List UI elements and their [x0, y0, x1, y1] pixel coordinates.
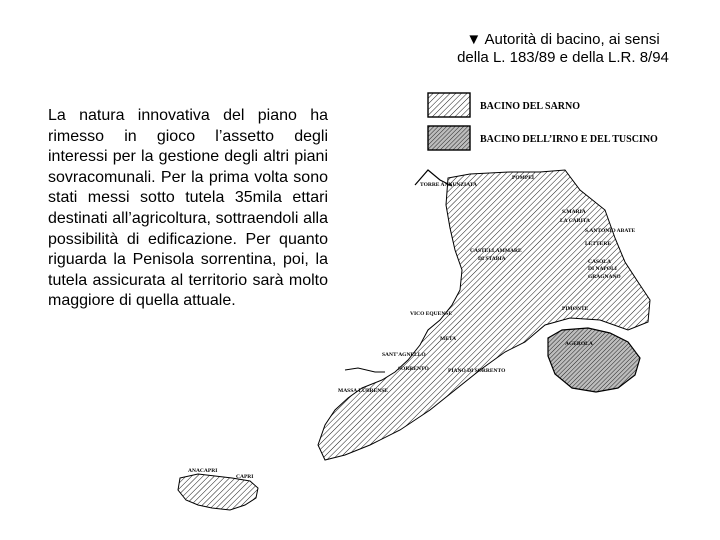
caption-line-2: della L. 183/89 e della L.R. 8/94 — [457, 49, 669, 66]
coastline-sorrento — [345, 368, 385, 372]
label-sant-agnello: SANT'AGNELLO — [382, 352, 426, 358]
label-meta: META — [440, 336, 457, 342]
irno-tuscino-basin-area — [548, 328, 640, 392]
label-anacapri: ANACAPRI — [188, 468, 218, 474]
legend-swatch-irno — [428, 126, 470, 150]
label-lettere: LETTERE — [585, 241, 611, 247]
label-massa-lubrense: MASSA LUBRENSE — [338, 388, 388, 394]
label-sorrento: SORRENTO — [398, 366, 429, 372]
caption-title: Autorità di bacino, ai sensi — [484, 31, 660, 48]
label-torre-annunziata: TORRE ANNUNZIATA — [420, 182, 477, 188]
label-agerola: AGEROLA — [565, 341, 593, 347]
sarno-basin-area — [318, 170, 650, 460]
label-vico-equense: VICO EQUENSE — [410, 311, 453, 317]
map-legend — [428, 93, 658, 150]
label-di-napoli: DI NAPOLI — [588, 266, 617, 272]
label-capri: CAPRI — [236, 474, 254, 480]
map-caption — [418, 31, 708, 67]
label-santa-maria: S.MARIA — [562, 209, 586, 215]
legend-label-irno: BACINO DELL’IRNO E DEL TUSCINO — [480, 134, 658, 145]
label-pompei: POMPEI — [512, 175, 534, 181]
label-gragnano: GRAGNANO — [588, 274, 621, 280]
label-piano-di-sorrento: PIANO DI SORRENTO — [448, 368, 506, 374]
label-pimonte: PIMONTE — [562, 306, 589, 312]
label-casola: CASOLA — [588, 259, 611, 265]
legend-label-sarno: BACINO DEL SARNO — [480, 101, 581, 112]
label-di-stabia: DI STABIA — [478, 256, 506, 262]
label-castellammare: CASTELLAMMARE — [470, 248, 522, 254]
caption-line-1 — [418, 31, 708, 49]
caption-marker-icon: ▼ — [466, 31, 482, 48]
body-paragraph: La natura innovativa del piano ha rimesso in gioco l’assetto degli interessi per la gestione degli altri piani sovracomunali. Per la prima volta sono stati messi sotto tutela 35mila ettari destinati all’agricoltura, sottraendoli alla possibilità di edificazione. Per quanto riguarda la Penisola sorrentina, poi, la tutela assicurata al territorio sarà molto maggiore di quella attuale. — [48, 107, 328, 310]
label-sant-antonio-abate: S.ANTONIO ABATE — [585, 228, 636, 234]
label-la-carita: LA CARITA — [560, 218, 591, 224]
legend-swatch-sarno — [428, 93, 470, 117]
